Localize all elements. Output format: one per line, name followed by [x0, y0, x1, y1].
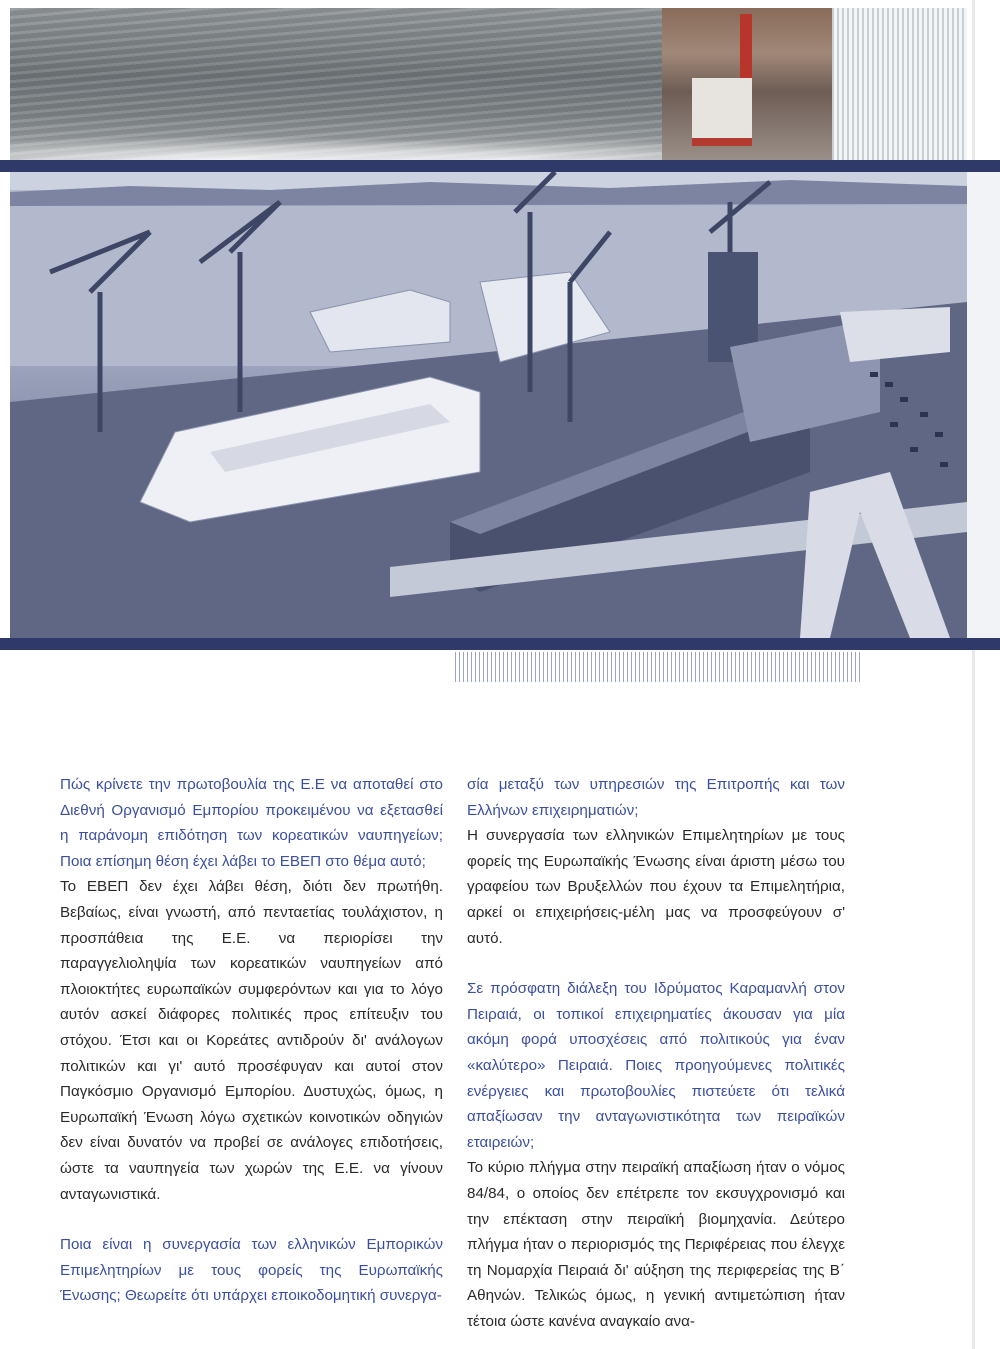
right-column: [467, 772, 845, 1334]
shipyard-illustration: [10, 172, 967, 638]
ship-thumbnail-photo: [662, 8, 832, 160]
answer-3: Το κύριο πλήγμα στην πειραϊκή απαξίωση ήταν ο νόμος 84/84, ο οποίος δεν επέτρεπε τον εκσυγχρονισμό και την επέκταση στην πειραϊκή βιομηχανία. Δεύτερο πλήγμα ήταν ο περιορισμός της Περιφέρειας που έλεγχε τη Νομαρχία Πειραιά δι' αύξηση της περιφερείας της Β΄ Αθηνών. Τελικώς όμως, η γενική αντιμετώπιση ήταν τέτοια ώστε κανένα αναγκαίο ανα-: [467, 1159, 845, 1330]
photo-margin: [967, 172, 1000, 638]
question-3: Σε πρόσφατη διάλεξη του Ιδρύματος Καραμανλή στον Πειραιά, οι τοπικοί επιχειρηματίες άκουσαν για μία ακόμη φορά υποσχέσεις από πολιτικούς για έναν «καλύτερο» Πειραιά. Ποιες προηγούμενες πολιτικές ενέργειες και πρωτοβουλίες πιστεύετε ότι τελικά απαξίωσαν την ανταγωνιστικότητα των πειραϊκών εταιρειών;: [467, 980, 845, 1151]
answer-1: Το ΕΒΕΠ δεν έχει λάβει θέση, διότι δεν πρωτήθη. Βεβαίως, είναι γνωστή, από πενταετίας τουλάχιστον, η προσπάθεια της Ε.Ε. να περιορίσει την παραγγελιοληψία των κορεατικών ναυπηγείων από πλοιοκτήτες ευρωπαϊκών συμφερόντων και για το λόγο αυτόν ασκεί διάφορες πολιτικές προς επίτευξιν του στόχου. Έτσι και οι Κορεάτες αντιδρούν δι' ανάλογων πολιτικών και γι' αυτό προσέφυγαν και αυτοί στον Παγκόσμιο Οργανισμό Εμπορίου. Δυστυχώς, όμως, η Ευρωπαϊκή Ένωση λόγω σχετικών κοινοτικών οδηγιών δεν είναι δυνατόν να προβεί σε ανάλογες επιδοτήσεις, ώστε τα ναυπηγεία των χωρών της Ε.Ε. να γίνουν ανταγωνιστικά.: [60, 878, 443, 1203]
answer-2: Η συνεργασία των ελληνικών Επιμελητηρίων με τους φορείς της Ευρωπαϊκής Ένωσης είναι άριστη μέσω του γραφείου των Βρυξελλών που έχουν τα Επιμελητήρια, αρκεί οι επιχειρήσεις-μέλη μας να προσφεύγουν σ' αυτό.: [467, 827, 845, 947]
thumbnail-mast: [740, 14, 752, 84]
paragraph-gap: [467, 951, 845, 976]
question-2-end: σία μεταξύ των υπηρεσιών της Επιτροπής και των Ελλήνων επιχειρηματιών;: [467, 776, 845, 819]
blue-band-bottom: [0, 638, 1000, 650]
decorative-stripes-bottom: [455, 652, 860, 682]
decorative-stripes-top: [832, 8, 967, 160]
blue-band-top: [0, 160, 1000, 172]
shipyard-photo: [10, 172, 967, 638]
question-1: Πώς κρίνετε την πρωτοβουλία της Ε.Ε να αποταθεί στο Διεθνή Οργανισμό Εμπορίου προκειμένου να εξετασθεί η παράνομη επιδότηση των κορεατικών ναυπηγείων; Ποια επίσημη θέση έχει λάβει το ΕΒΕΠ στο θέμα αυτό;: [60, 776, 443, 870]
sea-foam: [10, 132, 662, 160]
question-2-start: Ποια είναι η συνεργασία των ελληνικών Εμπορικών Επιμελητηρίων με τους φορείς της Ευρωπαϊκής Ένωσης; Θεωρείτε ότι υπάρχει εποικοδομητική συνεργα-: [60, 1236, 443, 1305]
thumbnail-hull: [692, 78, 752, 146]
left-column: [60, 772, 443, 1309]
sea-photo: [10, 8, 662, 160]
paragraph-gap: [60, 1207, 443, 1232]
